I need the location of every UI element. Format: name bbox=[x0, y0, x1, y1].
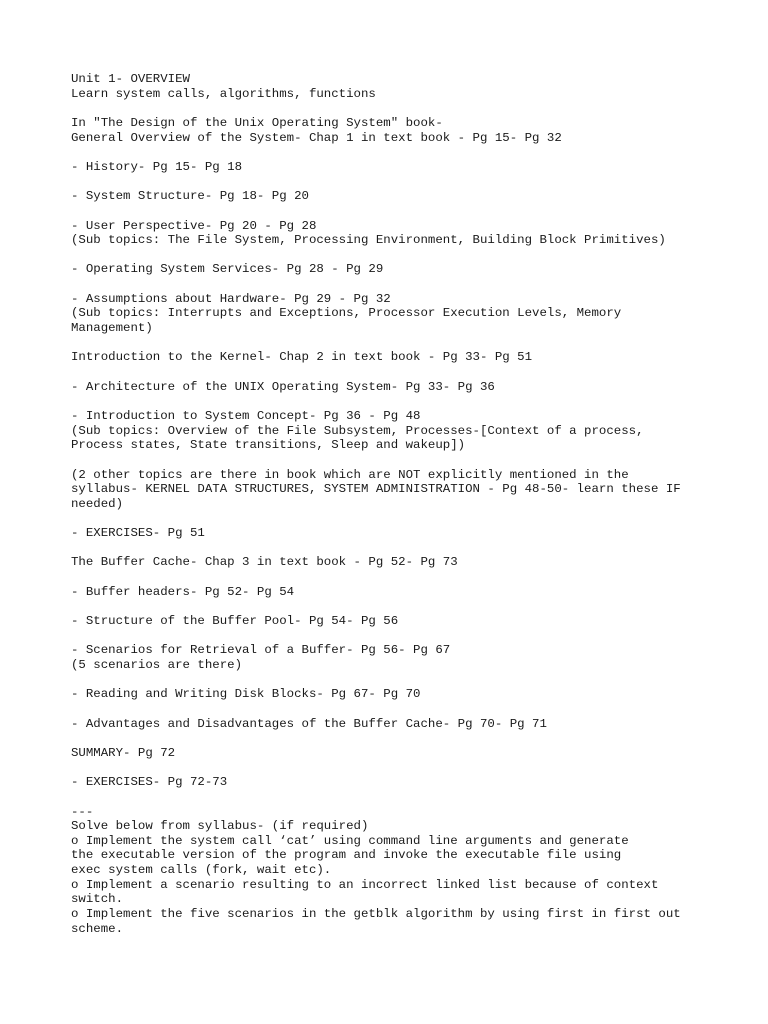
text-line: - Reading and Writing Disk Blocks- Pg 67- Pg 70 bbox=[71, 687, 421, 702]
text-line: In "The Design of the Unix Operating System" book- bbox=[71, 115, 443, 130]
text-line: Learn system calls, algorithms, functions bbox=[71, 86, 376, 101]
paragraph bbox=[71, 555, 721, 570]
text-line: - Introduction to System Concept- Pg 36 - Pg 48 bbox=[71, 408, 421, 423]
text-line: switch. bbox=[71, 892, 124, 907]
paragraph bbox=[71, 643, 721, 672]
paragraph bbox=[71, 585, 721, 600]
text-line: - User Perspective- Pg 20 - Pg 28 bbox=[71, 218, 317, 233]
paragraph bbox=[71, 350, 721, 365]
text-line: - Operating System Services- Pg 28 - Pg 29 bbox=[71, 262, 384, 277]
text-line: SUMMARY- Pg 72 bbox=[71, 745, 176, 760]
text-line: o Implement the system call ‘cat’ using command line arguments and generate bbox=[71, 833, 629, 848]
paragraph bbox=[71, 409, 721, 453]
text-line: - Assumptions about Hardware- Pg 29 - Pg 32 bbox=[71, 291, 391, 306]
text-line: The Buffer Cache- Chap 3 in text book - Pg 52- Pg 73 bbox=[71, 555, 458, 570]
text-line: - EXERCISES- Pg 51 bbox=[71, 526, 205, 541]
text-line: needed) bbox=[71, 496, 124, 511]
text-line: - Buffer headers- Pg 52- Pg 54 bbox=[71, 584, 295, 599]
paragraph bbox=[71, 614, 721, 629]
text-line: - Architecture of the UNIX Operating System- Pg 33- Pg 36 bbox=[71, 379, 495, 394]
text-line: (Sub topics: Interrupts and Exceptions, Processor Execution Levels, Memory bbox=[71, 306, 622, 321]
text-line: - Structure of the Buffer Pool- Pg 54- Pg 56 bbox=[71, 614, 399, 629]
text-line: o Implement a scenario resulting to an incorrect linked list because of context bbox=[71, 877, 659, 892]
text-line: (5 scenarios are there) bbox=[71, 658, 243, 673]
text-line: General Overview of the System- Chap 1 in text book - Pg 15- Pg 32 bbox=[71, 130, 562, 145]
document-body bbox=[71, 72, 721, 951]
text-line: Management) bbox=[71, 321, 153, 336]
paragraph bbox=[71, 687, 721, 702]
text-line: the executable version of the program and invoke the executable file using bbox=[71, 848, 622, 863]
paragraph bbox=[71, 526, 721, 541]
text-line: - EXERCISES- Pg 72-73 bbox=[71, 775, 228, 790]
paragraph bbox=[71, 805, 721, 937]
text-line: - Advantages and Disadvantages of the Buffer Cache- Pg 70- Pg 71 bbox=[71, 716, 547, 731]
paragraph bbox=[71, 116, 721, 145]
text-line: Introduction to the Kernel- Chap 2 in text book - Pg 33- Pg 51 bbox=[71, 350, 533, 365]
paragraph bbox=[71, 717, 721, 732]
text-line: o Implement the five scenarios in the getblk algorithm by using first in first out bbox=[71, 907, 681, 922]
text-line: exec system calls (fork, wait etc). bbox=[71, 863, 332, 878]
text-line: (Sub topics: Overview of the File Subsystem, Processes-[Context of a process, bbox=[71, 423, 644, 438]
text-line: Unit 1- OVERVIEW bbox=[71, 72, 190, 86]
paragraph bbox=[71, 380, 721, 395]
text-line: Process states, State transitions, Sleep and wakeup]) bbox=[71, 438, 466, 453]
text-line: - Scenarios for Retrieval of a Buffer- Pg 56- Pg 67 bbox=[71, 643, 451, 658]
paragraph bbox=[71, 160, 721, 175]
text-line: (2 other topics are there in book which are NOT explicitly mentioned in the bbox=[71, 467, 629, 482]
text-line: Solve below from syllabus- (if required) bbox=[71, 819, 369, 834]
paragraph bbox=[71, 262, 721, 277]
paragraph bbox=[71, 468, 721, 512]
paragraph bbox=[71, 189, 721, 204]
text-line: (Sub topics: The File System, Processing Environment, Building Block Primitives) bbox=[71, 233, 666, 248]
text-line: - System Structure- Pg 18- Pg 20 bbox=[71, 189, 309, 204]
text-line: - History- Pg 15- Pg 18 bbox=[71, 159, 243, 174]
paragraph bbox=[71, 219, 721, 248]
paragraph bbox=[71, 292, 721, 336]
paragraph bbox=[71, 746, 721, 761]
text-line: scheme. bbox=[71, 921, 124, 936]
text-line: syllabus- KERNEL DATA STRUCTURES, SYSTEM ADMINISTRATION - Pg 48-50- learn these IF bbox=[71, 482, 681, 497]
text-line: --- bbox=[71, 804, 94, 819]
paragraph bbox=[71, 72, 721, 101]
paragraph bbox=[71, 775, 721, 790]
